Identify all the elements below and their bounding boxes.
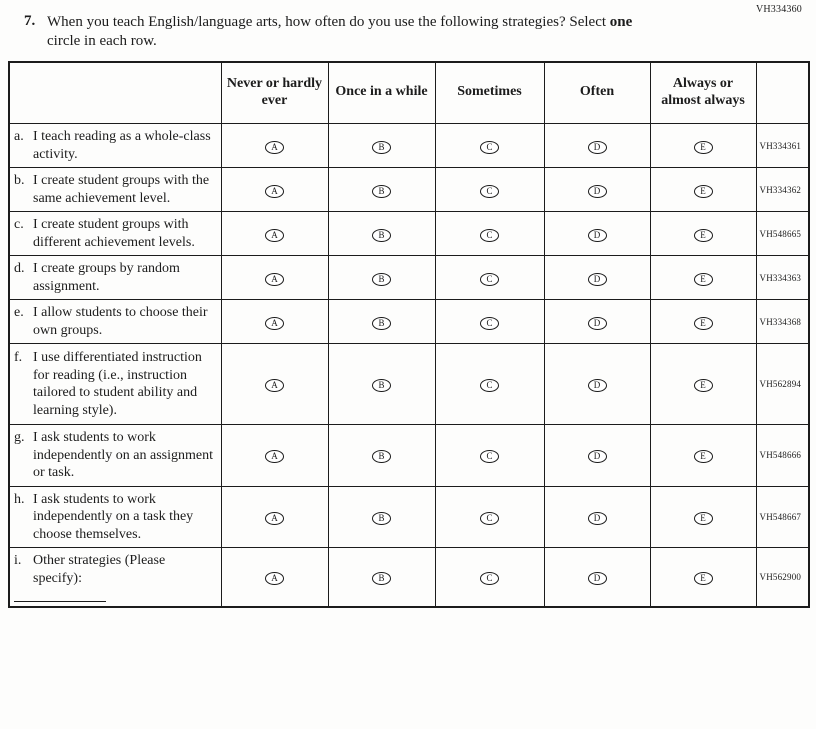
row-letter: f. <box>14 350 23 365</box>
option-cell <box>435 548 544 608</box>
column-header-code <box>756 62 809 124</box>
row-label: I use differentiated instruction for reading (i.e., instruction tailored to student ability and learning style). <box>33 350 202 418</box>
column-header-always: Always or almost always <box>650 62 756 124</box>
row-label: Other strategies (Please specify): <box>33 553 166 586</box>
option-cell <box>544 425 650 487</box>
option-cell <box>328 256 435 300</box>
option-cell <box>221 212 328 256</box>
row-label: I teach reading as a whole-class activity. <box>33 129 211 162</box>
response-circle-a[interactable]: A <box>265 229 284 242</box>
option-cell <box>544 124 650 168</box>
option-cell <box>328 212 435 256</box>
response-circle-d[interactable]: D <box>588 273 607 286</box>
response-circle-c[interactable]: C <box>480 512 499 525</box>
response-circle-a[interactable]: A <box>265 317 284 330</box>
form-code: VH334360 <box>755 4 802 15</box>
response-circle-e[interactable]: E <box>694 273 713 286</box>
option-cell <box>435 486 544 548</box>
table-row <box>9 548 809 608</box>
column-header-blank <box>9 62 221 124</box>
response-circle-c[interactable]: C <box>480 379 499 392</box>
option-cell <box>544 256 650 300</box>
table-row <box>9 124 809 168</box>
response-circle-a[interactable]: A <box>265 185 284 198</box>
table-row <box>9 486 809 548</box>
column-header-never: Never or hardly ever <box>221 62 328 124</box>
row-strategy <box>9 212 221 256</box>
response-circle-c[interactable]: C <box>480 273 499 286</box>
response-circle-e[interactable]: E <box>694 379 713 392</box>
option-cell <box>221 168 328 212</box>
option-cell <box>221 256 328 300</box>
option-cell <box>328 548 435 608</box>
response-circle-e[interactable]: E <box>694 141 713 154</box>
row-strategy <box>9 425 221 487</box>
option-cell <box>650 425 756 487</box>
response-circle-e[interactable]: E <box>694 450 713 463</box>
row-strategy <box>9 486 221 548</box>
response-circle-c[interactable]: C <box>480 185 499 198</box>
row-label: I allow students to choose their own groups. <box>33 305 208 338</box>
response-circle-a[interactable]: A <box>265 450 284 463</box>
table-row <box>9 425 809 487</box>
response-circle-a[interactable]: A <box>265 273 284 286</box>
row-letter: c. <box>14 217 24 232</box>
option-cell <box>435 256 544 300</box>
option-cell <box>221 300 328 344</box>
response-circle-d[interactable]: D <box>588 450 607 463</box>
option-cell <box>328 124 435 168</box>
response-circle-c[interactable]: C <box>480 141 499 154</box>
table-row <box>9 344 809 425</box>
response-circle-d[interactable]: D <box>588 141 607 154</box>
response-circle-b[interactable]: B <box>372 317 391 330</box>
response-circle-b[interactable]: B <box>372 450 391 463</box>
table-row <box>9 300 809 344</box>
response-circle-d[interactable]: D <box>588 512 607 525</box>
response-circle-a[interactable]: A <box>265 572 284 585</box>
option-cell <box>435 344 544 425</box>
response-circle-c[interactable]: C <box>480 572 499 585</box>
response-circle-e[interactable]: E <box>694 185 713 198</box>
response-circle-c[interactable]: C <box>480 450 499 463</box>
row-strategy <box>9 344 221 425</box>
response-circle-d[interactable]: D <box>588 317 607 330</box>
row-strategy <box>9 168 221 212</box>
row-letter: h. <box>14 491 25 507</box>
row-code: VH548666 <box>756 425 809 487</box>
response-circle-c[interactable]: C <box>480 317 499 330</box>
table-row <box>9 212 809 256</box>
response-circle-b[interactable]: B <box>372 141 391 154</box>
option-cell <box>544 212 650 256</box>
response-table <box>8 61 810 609</box>
row-code: VH562900 <box>756 548 809 608</box>
row-code: VH548667 <box>756 486 809 548</box>
row-label: I create student groups with the same achievement level. <box>33 173 210 206</box>
option-cell <box>650 548 756 608</box>
table-row <box>9 168 809 212</box>
row-letter: e. <box>14 305 24 320</box>
row-label: I ask students to work independently on an assignment or task. <box>33 430 214 480</box>
option-cell <box>435 425 544 487</box>
row-label: I create groups by random assignment. <box>33 261 180 294</box>
question-text <box>47 13 659 51</box>
option-cell <box>650 124 756 168</box>
option-cell <box>650 300 756 344</box>
response-circle-e[interactable]: E <box>694 317 713 330</box>
option-cell <box>328 168 435 212</box>
row-letter: i. <box>14 553 22 568</box>
option-cell <box>650 168 756 212</box>
row-code: VH548665 <box>756 212 809 256</box>
response-circle-c[interactable]: C <box>480 229 499 242</box>
question-text-bold: one <box>609 14 633 30</box>
option-cell <box>221 425 328 487</box>
row-code: VH562894 <box>756 344 809 425</box>
response-circle-b[interactable]: B <box>372 273 391 286</box>
option-cell <box>328 486 435 548</box>
option-cell <box>221 486 328 548</box>
response-circle-e[interactable]: E <box>694 572 713 585</box>
option-cell <box>435 300 544 344</box>
option-cell <box>544 300 650 344</box>
row-code: VH334362 <box>756 168 809 212</box>
option-cell <box>544 548 650 608</box>
row-letter: d. <box>14 261 25 276</box>
response-circle-d[interactable]: D <box>588 185 607 198</box>
question-block <box>0 0 816 61</box>
option-cell <box>650 486 756 548</box>
response-circle-d[interactable]: D <box>588 572 607 585</box>
option-cell <box>544 168 650 212</box>
row-strategy <box>9 124 221 168</box>
option-cell <box>328 300 435 344</box>
response-circle-b[interactable]: B <box>372 512 391 525</box>
option-cell <box>650 344 756 425</box>
row-strategy <box>9 300 221 344</box>
option-cell <box>544 344 650 425</box>
response-circle-b[interactable]: B <box>372 572 391 585</box>
row-code: VH334368 <box>756 300 809 344</box>
question-number: 7. <box>24 13 36 29</box>
row-label: I ask students to work independently on a task they choose themselves. <box>33 491 194 542</box>
row-letter: a. <box>14 129 24 144</box>
option-cell <box>650 212 756 256</box>
option-cell <box>328 425 435 487</box>
response-circle-e[interactable]: E <box>694 512 713 525</box>
column-header-sometimes: Sometimes <box>435 62 544 124</box>
header-row <box>9 62 809 124</box>
question-text-post: circle in each row. <box>47 32 157 49</box>
row-code: VH334361 <box>756 124 809 168</box>
response-circle-b[interactable]: B <box>372 229 391 242</box>
option-cell <box>221 124 328 168</box>
row-letter: b. <box>14 173 25 188</box>
response-circle-d[interactable]: D <box>588 229 607 242</box>
option-cell <box>435 124 544 168</box>
response-circle-a[interactable]: A <box>265 512 284 525</box>
row-strategy <box>9 256 221 300</box>
response-circle-b[interactable]: B <box>372 185 391 198</box>
question-text-pre: When you teach English/language arts, how often do you use the following strategies? Select <box>47 14 610 30</box>
write-in-line[interactable] <box>14 592 106 602</box>
option-cell <box>221 548 328 608</box>
response-circle-a[interactable]: A <box>265 141 284 154</box>
row-code: VH334363 <box>756 256 809 300</box>
row-label: I create student groups with different achievement levels. <box>33 217 195 250</box>
option-cell <box>221 344 328 425</box>
option-cell <box>544 486 650 548</box>
row-letter: g. <box>14 430 25 445</box>
response-circle-d[interactable]: D <box>588 379 607 392</box>
row-strategy <box>9 548 221 608</box>
option-cell <box>435 212 544 256</box>
response-circle-b[interactable]: B <box>372 379 391 392</box>
option-cell <box>650 256 756 300</box>
column-header-once: Once in a while <box>328 62 435 124</box>
response-circle-a[interactable]: A <box>265 379 284 392</box>
column-header-often: Often <box>544 62 650 124</box>
table-row <box>9 256 809 300</box>
response-circle-e[interactable]: E <box>694 229 713 242</box>
option-cell <box>435 168 544 212</box>
option-cell <box>328 344 435 425</box>
